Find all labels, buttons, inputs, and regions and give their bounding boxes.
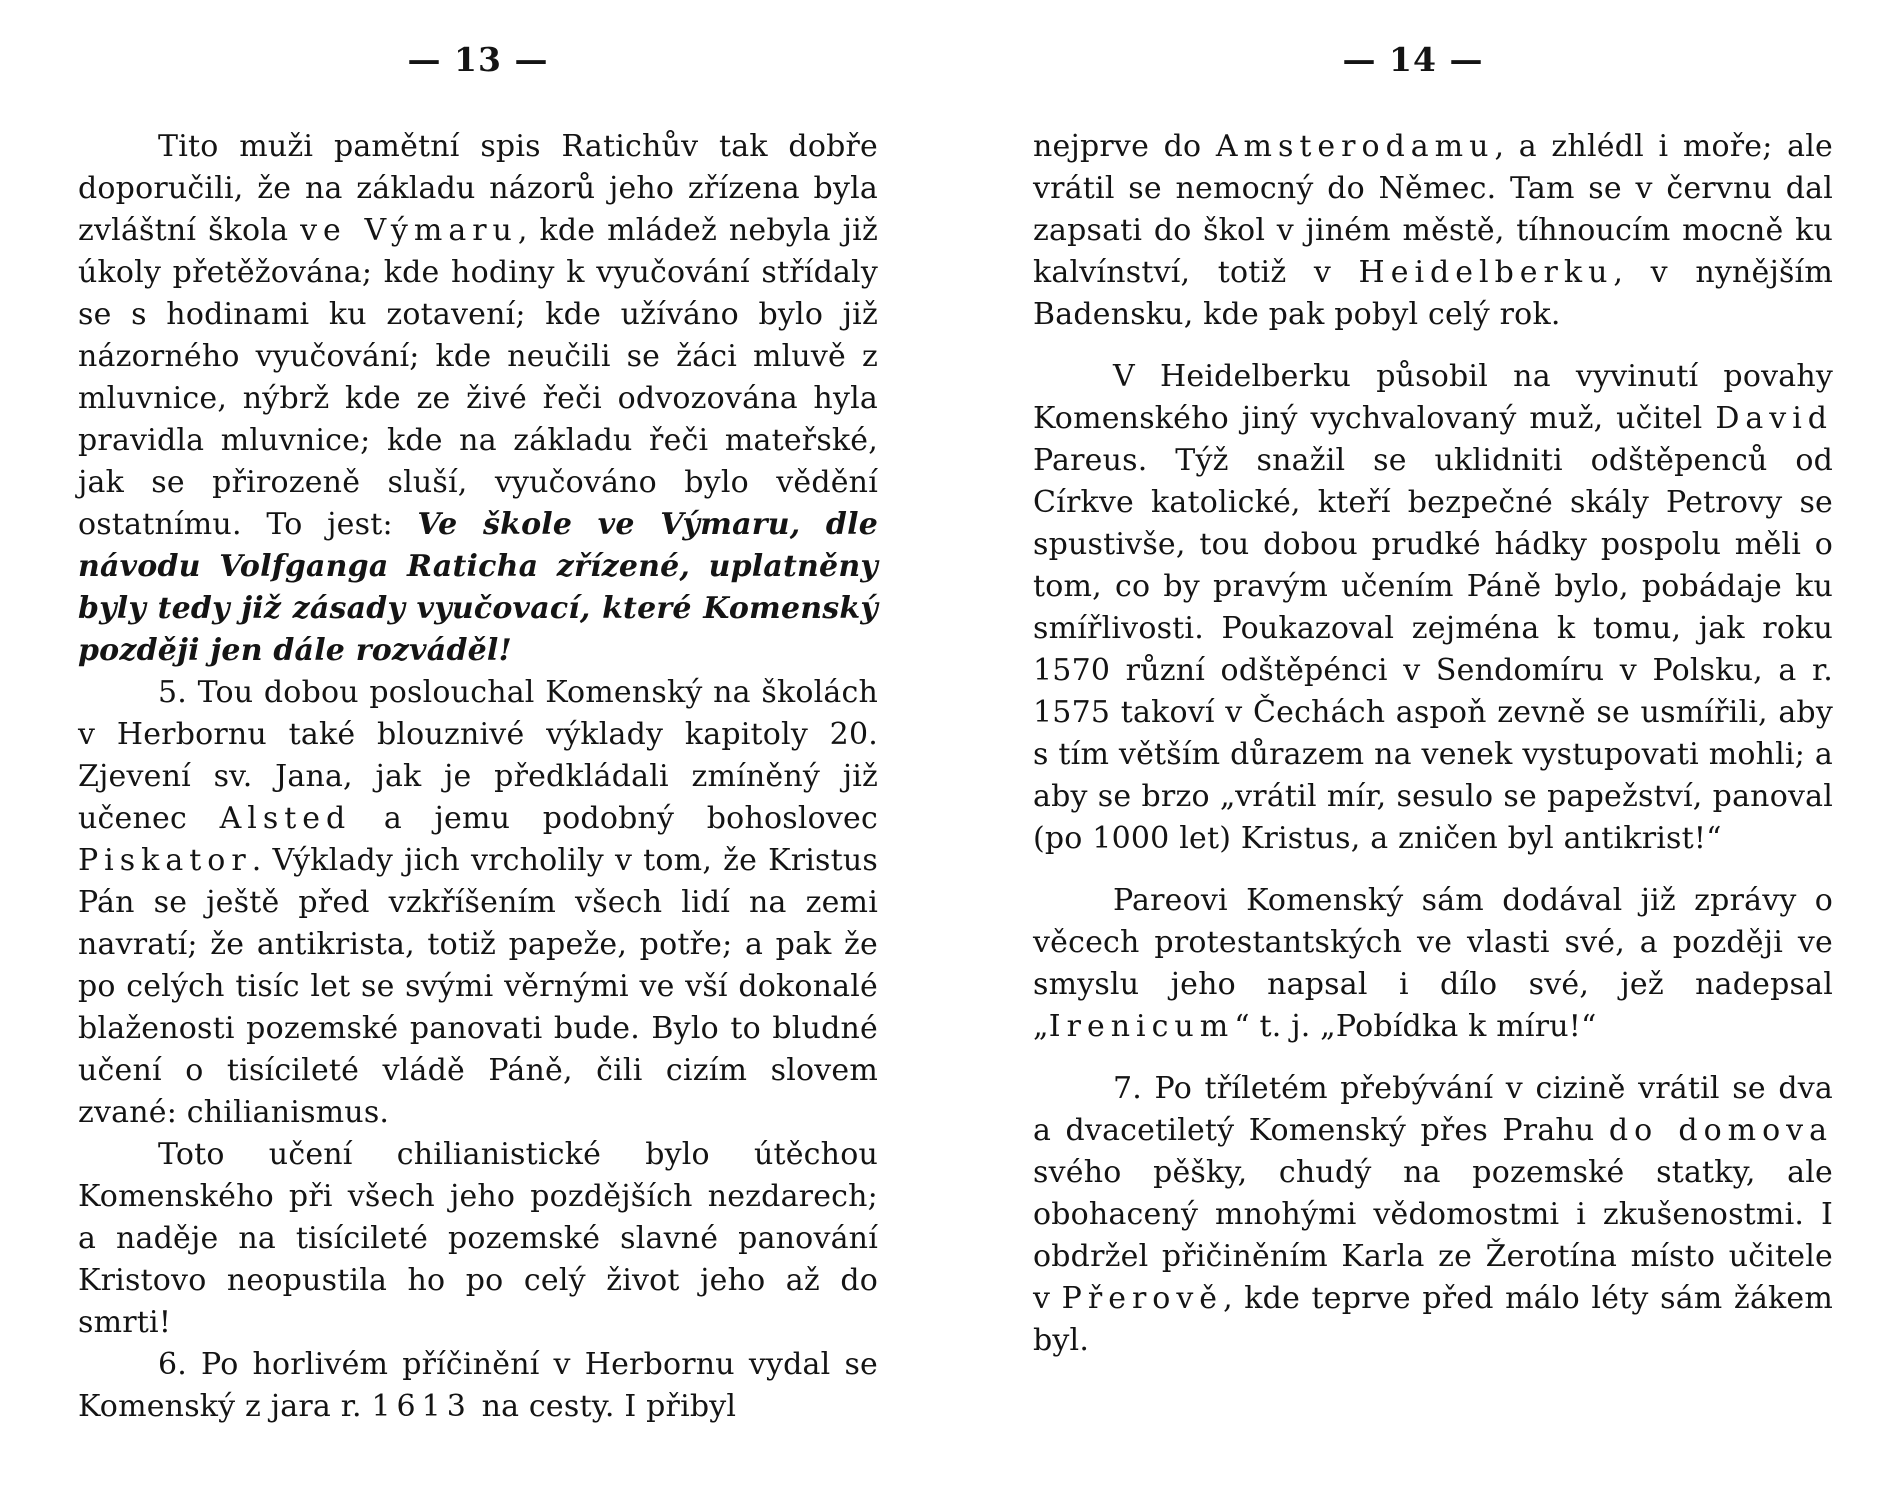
paragraph: 5. Tou dobou poslouchal Komenský na školách v Herbornu také blouznivé výklady kapitoly 20. Zjevení sv. Jana, jak je předkládali zmíněný již učenec Alsted a jemu podobný bohoslovec Piskator. Výklady jich vrcholily v tom, že Kristus Pán se ještě před vzkříšením všech lidí na zemi navratí; že antikrista, totiž papeže, potře; a pak že po celých tisíc let se svými věrnými ve vší dokonalé blaženosti pozemské panovati bude. Bylo to bludné učení o tisícileté vládě Páně, čili cizím slovem zvané: chilianismus.	[78, 675, 878, 1130]
italic-emphasis: Ve škole ve Výmaru, dle návodu Volfganga Raticha zřízené, uplatněny byly tedy již zásady vyučovací, které Komenský později jen dále rozváděl!	[78, 507, 878, 668]
page-number: — 13 —	[407, 40, 549, 79]
left-page	[78, 0, 878, 1500]
spaced-term: Přerově	[1061, 1281, 1224, 1316]
page-body	[1033, 126, 1833, 1362]
spaced-term: 1613	[371, 1389, 472, 1424]
spaced-term: Alsted	[219, 801, 352, 836]
paragraph: Tito muži pamětní spis Ratichův tak dobře doporučili, že na základu názorů jeho zřízena byla zvláštní škola ve Výmaru, kde mládež nebyla již úkoly přetěžována; kde hodiny k vyučování střídaly se s hodinami ku zotavení; kde užíváno bylo již názorného vyučování; kde neučili se žáci mluvě z mluvnice, nýbrž kde ze živé řeči odvozována hyla pravidla mluvnice; kde na základu řeči mateřské, jak se přirozeně sluší, vyučováno bylo vědění ostatnímu. To jest: Ve škole ve Výmaru, dle návodu Volfganga Raticha zřízené, uplatněny byly tedy již zásady vyučovací, které Komenský později jen dále rozváděl!	[78, 129, 878, 668]
paragraph: nejprve do Amsterodamu, a zhlédl i moře; ale vrátil se nemocný do Němec. Tam se v červnu dal zapsati do škol v jiném městě, tíhnoucím mocně ku kalvínství, totiž v Heidelberku, v nynějším Badensku, kde pak pobyl celý rok.	[1033, 129, 1834, 332]
spaced-term: David	[1715, 401, 1833, 436]
spaced-term: ve Výmaru	[300, 213, 518, 248]
right-page	[1033, 0, 1833, 1500]
paragraph: V Heidelberku působil na vyvinutí povahy Komenského jiný vychvalovaný muž, učitel David Pareus. Týž snažil se uklidniti odštěpenců od Církve katolické, kteří bezpečné skály Petrovy se spustivše, tou dobou prudké hádky pospolu měli o tom, co by pravým učením Páně bylo, pobádaje ku smířlivosti. Poukazoval zejména k tomu, jak roku 1570 různí odštěpénci v Sendomíru v Polsku, a r. 1575 takoví v Čechách aspoň zevně se usmířili, aby s tím větším důrazem na venek vystupovati mohli; a aby se brzo „vrátil mír, sesulo se papežství, panoval (po 1000 let) Kristus, a zničen byl antikrist!“	[1033, 359, 1833, 856]
page-number: — 14 —	[1342, 40, 1484, 79]
spaced-term: Irenicum	[1048, 1009, 1235, 1044]
spaced-term: do domova	[1608, 1113, 1833, 1148]
paragraph: 6. Po horlivém příčinění v Herbornu vydal se Komenský z jara r. 1613 na cesty. I přibyl	[78, 1347, 878, 1424]
spaced-term: Amsterodamu	[1215, 129, 1495, 164]
paragraph: Toto učení chilianistické bylo útěchou Komenského při všech jeho pozdějších nezdarech; a naděje na tisícileté pozemské slavné panování Kristovo neopustila ho po celý život jeho až do smrti!	[78, 1137, 878, 1340]
spaced-term: Piskator	[78, 843, 252, 878]
spaced-term: Heidelberku	[1358, 255, 1614, 290]
paragraph: Pareovi Komenský sám dodával již zprávy o věcech protestantských ve vlasti své, a později ve smyslu jeho napsal i dílo své, jež nadepsal „Irenicum“ t. j. „Pobídka k míru!“	[1033, 883, 1833, 1044]
page-body	[78, 126, 878, 1428]
paragraph: 7. Po tříletém přebývání v cizině vrátil se dva a dvacetiletý Komenský přes Prahu do domova svého pěšky, chudý na pozemské statky, ale obohacený mnohými vědomostmi i zkušenostmi. I obdržel přičiněním Karla ze Žerotína místo učitele v Přerově, kde teprve před málo léty sám žákem byl.	[1033, 1071, 1834, 1358]
